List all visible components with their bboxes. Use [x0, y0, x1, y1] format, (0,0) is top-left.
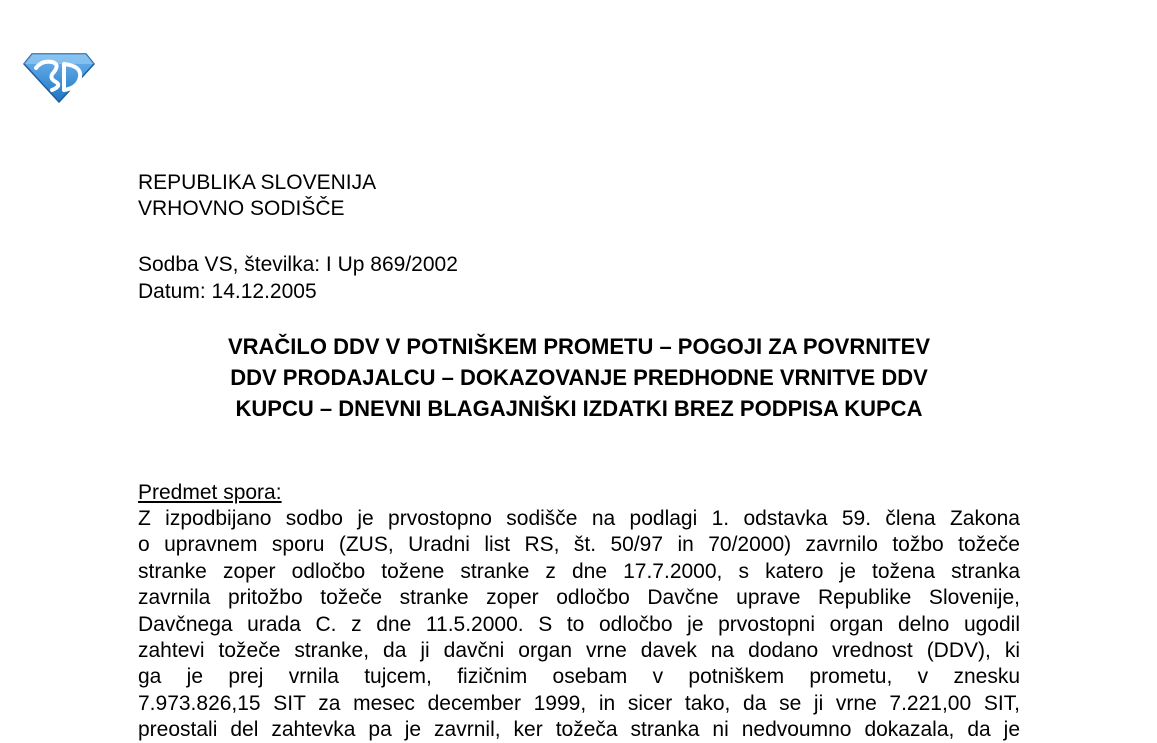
body-line: zavrnila pritožbo tožeče stranke zoper odločbo Davčne uprave Republike Slovenije, [138, 586, 1020, 610]
case-number: Sodba VS, številka: I Up 869/2002 [138, 253, 458, 276]
body-line: zahtevi tožeče stranke, da ji davčni organ vrne davek na dodano vrednost (DDV), ki [138, 638, 1020, 662]
body-line: 7.973.826,15 SIT za mesec december 1999, in sicer tako, da se ji vrne 7.221,00 SIT, [138, 691, 1020, 715]
title-line: KUPCU – DNEVNI BLAGAJNIŠKI IZDATKI BREZ PODPISA KUPCA [235, 396, 923, 421]
title-line: VRAČILO DDV V POTNIŠKEM PROMETU – POGOJI ZA POVRNITEV [227, 334, 931, 359]
country-name: REPUBLIKA SLOVENIJA [138, 171, 377, 194]
case-date: Datum: 14.12.2005 [138, 280, 317, 303]
court-name: VRHOVNO SODIŠČE [138, 197, 345, 220]
body-line: stranke zoper odločbo tožene stranke z dne 17.7.2000, s katero je tožena stranka [138, 559, 1020, 583]
judgment-title [138, 331, 1020, 424]
case-info [138, 251, 458, 305]
body-line: Z izpodbijano sodbo je prvostopno sodišče na podlagi 1. odstavka 59. člena Zakona [138, 507, 1020, 530]
body-line: ga je prej vrnila tujcem, fizičnim osebam v potniškem prometu, v znesku [138, 665, 1020, 689]
body-line: preostali del zahtevka pa je zavrnil, ker tožeča stranka ni nedvoumno dokazala, da je [138, 718, 1020, 742]
body-line: o upravnem sporu (ZUS, Uradni list RS, št. 50/97 in 70/2000) zavrnilo tožbo tožeče [138, 533, 1020, 557]
court-header [138, 170, 376, 222]
section-heading: Predmet spora: [138, 481, 282, 504]
section-body [138, 506, 1020, 743]
supreme-court-logo-icon [22, 50, 96, 104]
body-line: Davčnega urada C. z dne 11.5.2000. S to odločbo je prvostopni organ delno ugodil [138, 612, 1020, 636]
title-line: DDV PRODAJALCU – DOKAZOVANJE PREDHODNE VRNITVE DDV [230, 365, 928, 390]
